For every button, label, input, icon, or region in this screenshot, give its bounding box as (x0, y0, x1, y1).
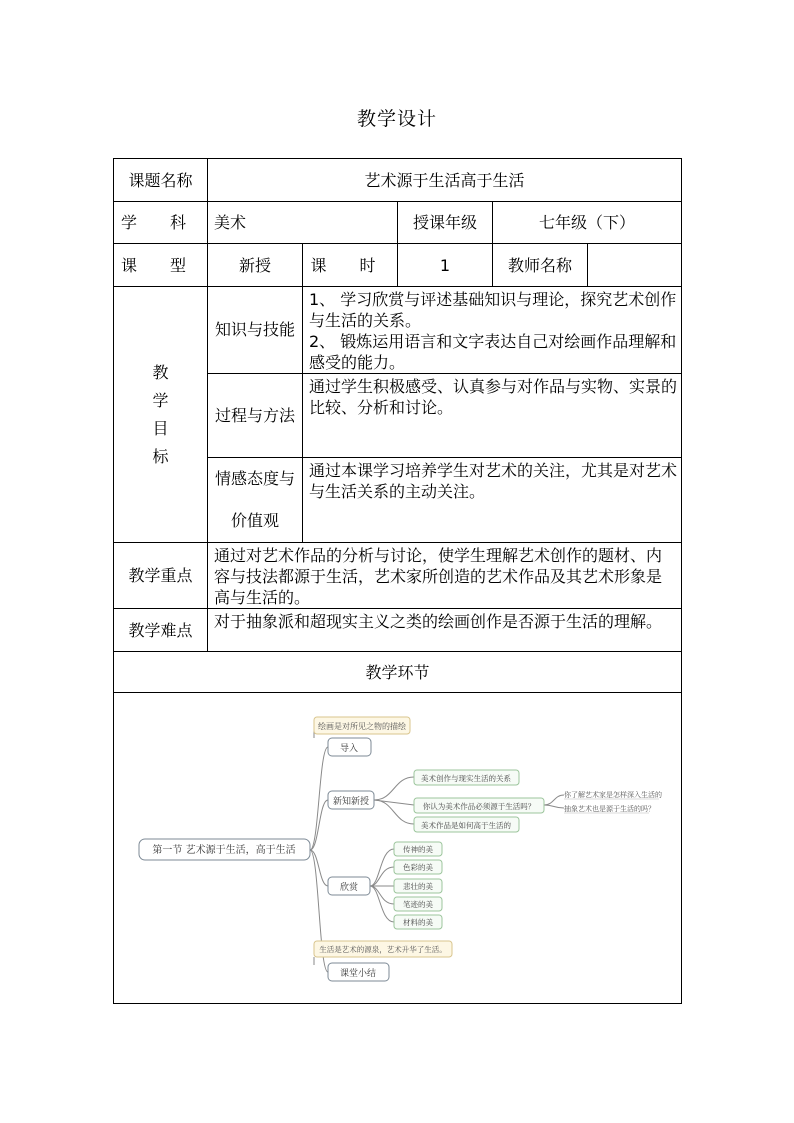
mindmap-appreciate-item-label: 色彩的美 (403, 863, 433, 872)
mindmap-intro-node (328, 738, 371, 756)
topic-label: 课题名称 (114, 159, 208, 202)
mindmap-intro-label: 导入 (339, 744, 359, 754)
process-label: 过程与方法 (208, 374, 303, 458)
grade-value: 七年级（下） (493, 202, 682, 244)
objectives-char: 目 (152, 418, 169, 438)
mindmap-new-label: 新知新授 (332, 797, 370, 807)
knowledge-item: 1、 学习欣赏与评述基础知识与理论，探究艺术创作与生活的关系。 (309, 290, 677, 330)
mindmap-appreciate-item-label: 悲壮的美 (403, 882, 433, 891)
mindmap-question-note: 抽象艺术也是源于生活的吗？ (564, 805, 655, 813)
mindmap-summary-label: 课堂小结 (339, 969, 377, 979)
mindmap-new-item-label: 你认为美术作品必须源于生活吗？ (422, 802, 536, 811)
process-text: 通过学生积极感受、认真参与对作品与实物、实景的比较、分析和讨论。 (303, 374, 682, 458)
type-value: 新授 (208, 244, 303, 287)
grade-label: 授课年级 (398, 202, 493, 244)
difficulty-label: 教学难点 (114, 609, 208, 652)
mindmap-summary-node (328, 963, 389, 981)
mindmap-intro-note-label: 绘画是对所见之物的描绘 (318, 722, 406, 731)
mindmap-root (139, 839, 310, 860)
mindmap-appreciate-node (328, 877, 370, 895)
mindmap-appreciate-item (394, 879, 442, 893)
objectives-char: 教 (152, 362, 169, 382)
emotion-text: 通过本课学习培养学生对艺术的关注，尤其是对艺术与生活关系的主动关注。 (303, 458, 682, 543)
difficulty-text: 对于抽象派和超现实主义之类的绘画创作是否源于生活的理解。 (208, 609, 682, 652)
mindmap-root-label: 第一节 艺术源于生活，高于生活 (152, 845, 296, 856)
mindmap-appreciate-item (394, 897, 442, 911)
knowledge-text (303, 287, 682, 374)
mindmap-appreciate-label: 欣赏 (339, 883, 359, 893)
hours-label: 课 时 (303, 244, 398, 287)
lesson-plan-table (113, 158, 682, 1004)
mindmap-intro-note (314, 717, 410, 734)
teacher-value (588, 244, 682, 287)
mindmap-new-item-label: 美术作品是如何高于生活的 (421, 821, 511, 830)
mindmap-appreciate-item-label: 传神的美 (403, 845, 433, 854)
type-label: 课 型 (114, 244, 208, 287)
emotion-label: 情感态度与价值观 (208, 458, 303, 543)
topic-value: 艺术源于生活高于生活 (208, 159, 682, 202)
teacher-label: 教师名称 (493, 244, 588, 287)
mindmap-appreciate-item-label: 笔迹的美 (403, 900, 433, 909)
mindmap-new-item (414, 817, 519, 832)
mindmap-appreciate-item (394, 860, 442, 874)
page-title: 教学设计 (356, 108, 437, 130)
hours-value: 1 (398, 244, 493, 287)
subject-label: 学 科 (114, 202, 208, 244)
mindmap-summary-note (314, 941, 452, 957)
mindmap-new-item (414, 770, 519, 785)
knowledge-item: 2、 锻炼运用语言和文字表达自己对绘画作品理解和感受的能力。 (309, 332, 677, 372)
focus-label: 教学重点 (114, 543, 208, 609)
objectives-label (114, 287, 208, 543)
mindmap-appreciate-item (394, 915, 442, 929)
objectives-char: 标 (152, 446, 169, 466)
mindmap-new-node (328, 791, 374, 809)
section-title: 教学环节 (114, 652, 682, 693)
mindmap-new-item (414, 798, 544, 813)
mindmap-new-item-label: 美术创作与现实生活的关系 (421, 774, 511, 783)
knowledge-label: 知识与技能 (208, 287, 303, 374)
focus-text: 通过对艺术作品的分析与讨论，使学生理解艺术创作的题材、内容与技法都源于生活，艺术家所创造的艺术作品及其艺术形象是高与生活的。 (208, 543, 682, 609)
mindmap-appreciate-item-label: 材料的美 (403, 918, 433, 927)
objectives-char: 学 (152, 390, 169, 410)
mindmap-appreciate-item (394, 842, 442, 856)
subject-value: 美术 (208, 202, 398, 244)
mindmap (114, 693, 680, 1003)
mindmap-question-note: 你了解艺术家是怎样深入生活的 (564, 791, 662, 799)
mindmap-summary-note-label: 生活是艺术的源泉，艺术升华了生活。 (319, 945, 447, 954)
mindmap-cell (114, 693, 682, 1004)
